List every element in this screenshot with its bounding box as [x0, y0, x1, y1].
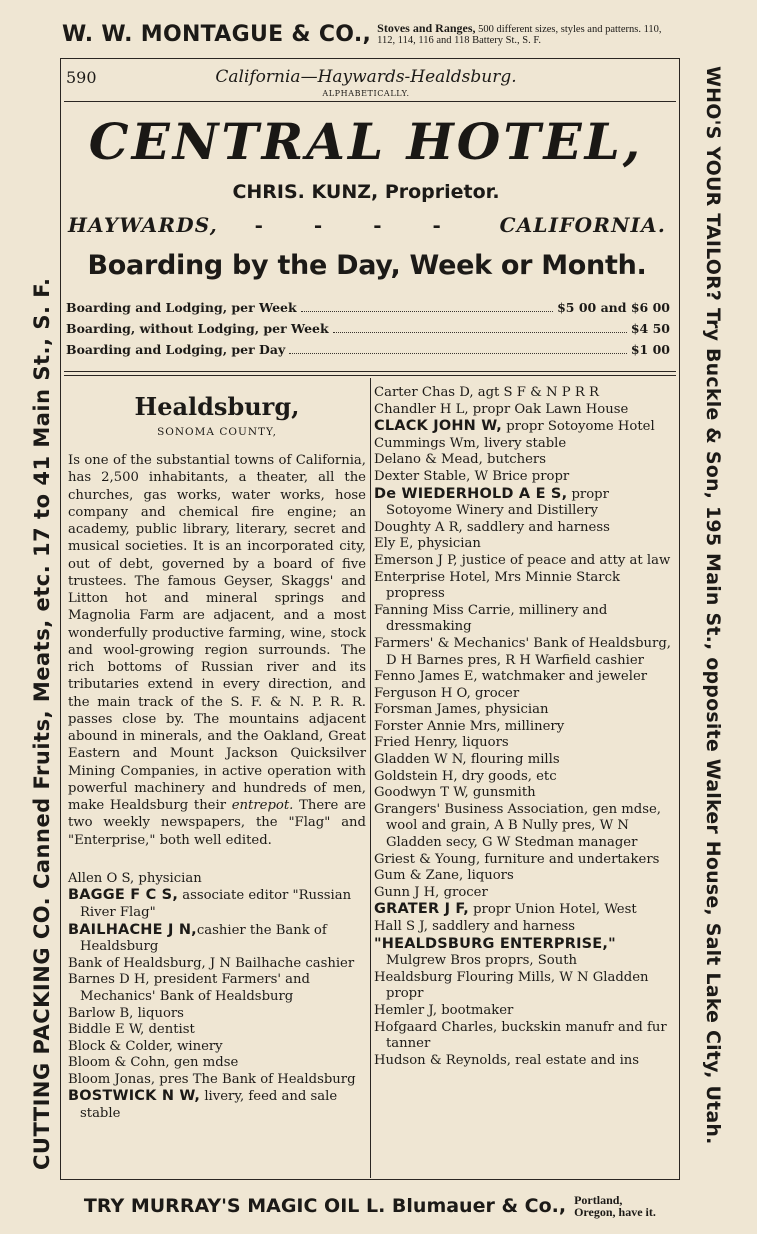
rate-line: [66, 300, 670, 321]
left-directory-list: [68, 871, 366, 1123]
hotel-location: [68, 213, 666, 237]
alphabetically-label: ALPHABETICALLY.: [322, 89, 410, 98]
entry-text: livery, feed and sale stable: [80, 1089, 338, 1122]
entry-text: Cummings Wm, livery stable: [374, 435, 567, 451]
rate-label: Boarding and Lodging, per Week: [66, 300, 297, 315]
hotel-city-name: HAYWARDS,: [68, 213, 218, 237]
top-advertisement: [62, 14, 672, 54]
top-ad-detail-text: 500 different sizes, styles and patterns. 110, 112, 114, 116 and 118 Battery St., S. F.: [377, 23, 662, 46]
directory-entry: [374, 785, 674, 802]
entry-text: Fenno James E, watchmaker and jeweler: [374, 669, 648, 685]
directory-entry: [374, 1003, 674, 1020]
directory-entry: [68, 972, 366, 1005]
directory-entry: [374, 719, 674, 736]
bottom-ad-detail: Portland, Oregon, have it.: [574, 1193, 656, 1219]
town-description-italic: entrepot.: [231, 798, 294, 813]
hotel-rates: [66, 300, 670, 363]
entry-text: cashier the Bank of Healdsburg: [80, 922, 327, 955]
entry-text: Biddle E W, dentist: [68, 1022, 195, 1038]
directory-entry: [68, 922, 366, 956]
top-ad-name: W. W. MONTAGUE & CO.,: [62, 21, 372, 47]
town-description-text: Is one of the substantial towns of California, has 2,500 inhabitants, a theater, all the churches, gas works, water works, hose company and chemical fire engine; an academy, public library, literary, secret and musical societies. It is an incorporated city, out of debt, governed by a board of five trustees. The famous Geyser, Skaggs' and Litton hot and mineral springs and Magnolia Farm are adjacent, and a most wonderfully productive farming, wine, stock and wool-growing region surrounds. The rich bottoms of Russian river and its tributaries extend in every direction, and the main track of the S. F. & N. P. R. R. passes close by. The mountains adjacent abound in minerals, and the Oakland, Great Eastern and Mount Jackson Quicksilver Mining Companies, in active operation with powerful machinery and hundreds of men, make Healdsburg their: [68, 453, 366, 813]
entry-text: Griest & Young, furniture and undertakers: [374, 851, 660, 867]
rate-line: [66, 342, 670, 363]
directory-entry: [374, 385, 674, 402]
directory-entry: [374, 769, 674, 786]
entry-text: Mulgrew Bros proprs, South: [386, 953, 577, 969]
entry-text: Hall S J, saddlery and harness: [374, 919, 576, 934]
right-side-advertisement: WHO'S YOUR TAILOR? Try Buckle & Son, 195 Main St., opposite Walker House, Salt Lake City, Utah.: [702, 66, 724, 1145]
directory-entry: [68, 1022, 366, 1039]
entry-name-bold: CLACK JOHN W,: [374, 418, 502, 435]
entry-text: propr Union Hotel, West: [468, 902, 637, 918]
directory-entry: [374, 536, 674, 553]
entry-text: Grangers' Business Association, gen mdse, wool and grain, A B Nully pres, W N Gladden secy, G W Stedman manager: [374, 801, 661, 851]
directory-entry: [68, 887, 366, 921]
entry-text: Dexter Stable, W Brice propr: [374, 468, 570, 484]
entry-text: Farmers' & Mechanics' Bank of Healdsburg, D H Barnes pres, R H Warfield cashier: [374, 635, 671, 668]
right-directory-list: [374, 385, 674, 1069]
directory-entry: [68, 1055, 366, 1072]
directory-entry: [374, 603, 674, 636]
entry-text: Forsman James, physician: [374, 702, 549, 718]
column-divider: [370, 378, 371, 1178]
entry-text: Fanning Miss Carrie, millinery and dressmaking: [374, 602, 608, 635]
rate-label: Boarding, without Lodging, per Week: [66, 321, 329, 336]
rate-leader: [289, 353, 627, 354]
entry-text: Hudson & Reynolds, real estate and ins: [374, 1052, 640, 1068]
directory-entry: [374, 553, 674, 570]
entry-text: Goodwyn T W, gunsmith: [374, 785, 536, 801]
hotel-city-dashes: - - - -: [254, 213, 463, 237]
entry-name-bold: "HEALDSBURG ENTERPRISE,": [374, 935, 616, 952]
hotel-proprietor: CHRIS. KUNZ, Proprietor.: [232, 181, 500, 203]
directory-entry: [374, 802, 674, 852]
directory-entry: [374, 520, 674, 537]
town-description: [68, 452, 366, 849]
rate-leader: [333, 332, 627, 333]
entry-name-bold: BOSTWICK N W,: [68, 1088, 201, 1105]
entry-text: propr Sotoyome Hotel: [502, 419, 655, 435]
entry-text: Block & Colder, winery: [68, 1038, 223, 1054]
entry-text: Bloom Jonas, pres The Bank of Healdsburg: [68, 1071, 356, 1087]
running-head: California—Haywards-Healdsburg.: [215, 67, 517, 87]
town-county: SONOMA COUNTY,: [157, 426, 277, 438]
entry-text: Emerson J P, justice of peace and atty at law: [374, 552, 671, 568]
directory-entry: [374, 486, 674, 520]
left-side-advertisement: CUTTING PACKING CO. Canned Fruits, Meats, etc. 17 to 41 Main St., S. F.: [30, 277, 54, 1170]
section-rule-double: [64, 375, 676, 376]
directory-entry: [374, 752, 674, 769]
directory-entry: [374, 970, 674, 1003]
entry-text: Doughty A R, saddlery and harness: [374, 519, 610, 535]
bottom-advertisement: [60, 1188, 680, 1224]
directory-entry: [68, 871, 366, 888]
directory-entry: [374, 936, 674, 970]
directory-entry: [374, 1053, 674, 1070]
directory-entry: [374, 436, 674, 453]
right-column: [374, 385, 674, 1069]
directory-entry: [68, 956, 366, 973]
rate-label: Boarding and Lodging, per Day: [66, 342, 286, 357]
directory-entry: [374, 452, 674, 469]
page-number: 590: [66, 68, 97, 87]
entry-text: propr Sotoyome Winery and Distillery: [386, 486, 609, 519]
directory-entry: [68, 1072, 366, 1089]
entry-name-bold: De WIEDERHOLD A E S,: [374, 485, 568, 502]
entry-text: Ely E, physician: [374, 536, 481, 552]
directory-entry: [374, 686, 674, 703]
entry-text: Ferguson H O, grocer: [374, 685, 520, 701]
directory-entry: [374, 418, 674, 436]
rate-leader: [301, 311, 553, 312]
rate-line: [66, 321, 670, 342]
bottom-ad-name: TRY MURRAY'S MAGIC OIL L. Blumauer & Co.,: [83, 1195, 567, 1217]
entry-text: associate editor "Russian River Flag": [80, 888, 352, 920]
entry-text: Chandler H L, propr Oak Lawn House: [374, 401, 629, 417]
entry-text: Healdsburg Flouring Mills, W N Gladden propr: [374, 969, 649, 1002]
directory-entry: [68, 1006, 366, 1023]
directory-entry: [374, 885, 674, 902]
entry-text: Hemler J, bootmaker: [374, 1002, 514, 1018]
town-heading: Healdsburg,: [134, 392, 300, 421]
entry-text: Enterprise Hotel, Mrs Minnie Starck propress: [374, 569, 620, 602]
top-ad-detail-bold: Stoves and Ranges,: [377, 20, 476, 35]
directory-entry: [374, 901, 674, 919]
entry-name-bold: BAILHACHE J N,: [68, 921, 197, 938]
directory-entry: [68, 1088, 366, 1122]
top-ad-detail: [377, 20, 672, 46]
entry-name-bold: GRATER J F,: [374, 901, 469, 918]
directory-entry: [374, 402, 674, 419]
hotel-title: CENTRAL HOTEL,: [88, 112, 644, 171]
entry-text: Barnes D H, president Farmers' and Mechanics' Bank of Healdsburg: [68, 972, 310, 1004]
entry-text: Barlow B, liquors: [68, 1005, 184, 1021]
entry-text: Goldstein H, dry goods, etc: [374, 768, 557, 784]
entry-name-bold: BAGGE F C S,: [68, 887, 179, 904]
entry-text: Carter Chas D, agt S F & N P R R: [374, 385, 599, 400]
header-rule: [64, 101, 676, 102]
directory-entry: [374, 636, 674, 669]
directory-entry: [374, 702, 674, 719]
directory-entry: [374, 852, 674, 869]
entry-text: Gum & Zane, liquors: [374, 868, 514, 884]
directory-entry: [374, 1020, 674, 1053]
directory-entry: [374, 570, 674, 603]
entry-text: Delano & Mead, butchers: [374, 452, 546, 468]
entry-text: Gunn J H, grocer: [374, 884, 488, 900]
directory-entry: [374, 868, 674, 885]
entry-text: Hofgaard Charles, buckskin manufr and fur tanner: [374, 1019, 667, 1052]
rate-amount: $1 00: [630, 342, 670, 357]
hotel-boarding-headline: Boarding by the Day, Week or Month.: [87, 250, 647, 281]
footer-rule: [64, 1179, 676, 1180]
section-rule: [64, 371, 676, 372]
rate-amount: $4 50: [630, 321, 670, 336]
entry-text: Forster Annie Mrs, millinery: [374, 718, 565, 734]
entry-text: Gladden W N, flouring mills: [374, 752, 560, 768]
entry-text: Bloom & Cohn, gen mdse: [68, 1055, 239, 1071]
hotel-state-name: CALIFORNIA.: [499, 213, 666, 237]
rate-amount: $5 00 and $6 00: [557, 300, 670, 315]
entry-text: Bank of Healdsburg, J N Bailhache cashier: [68, 955, 355, 971]
entry-text: Allen O S, physician: [68, 870, 202, 886]
directory-entry: [374, 919, 674, 936]
entry-text: Fried Henry, liquors: [374, 735, 509, 751]
directory-entry: [374, 669, 674, 686]
left-column: [68, 386, 366, 1123]
directory-entry: [68, 1039, 366, 1056]
town-description-end: There are two weekly newspapers, the "Flag" and "Enterprise," both well edited.: [68, 798, 366, 848]
directory-entry: [374, 735, 674, 752]
directory-entry: [374, 469, 674, 486]
